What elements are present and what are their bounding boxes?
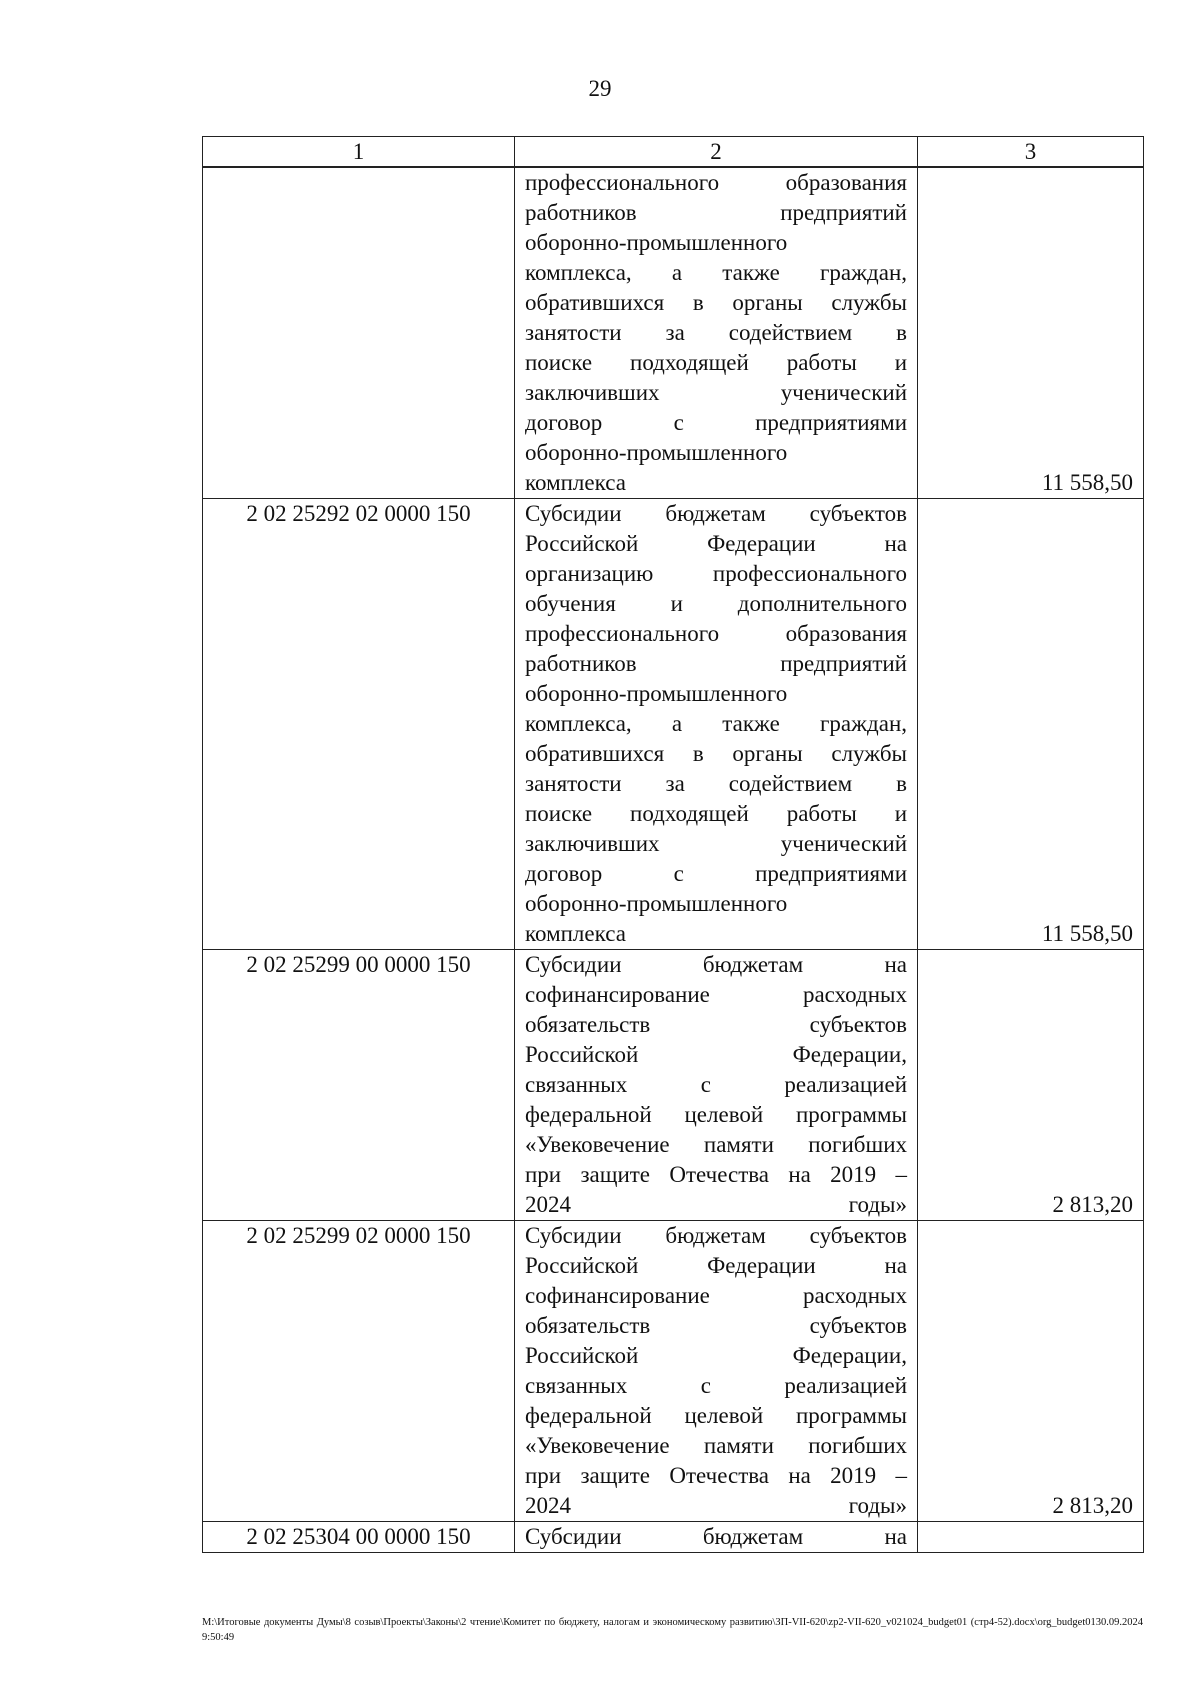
budget-code: 2 02 25299 02 0000 150 (203, 1221, 515, 1522)
budget-code (203, 167, 515, 499)
column-header-1: 1 (203, 137, 515, 168)
budget-amount: 11 558,50 (918, 167, 1144, 499)
page-number: 29 (588, 76, 612, 101)
budget-amount: 2 813,20 (918, 950, 1144, 1221)
table-row (203, 1221, 1144, 1522)
table-header (203, 137, 1144, 168)
budget-code: 2 02 25304 00 0000 150 (203, 1522, 515, 1553)
budget-amount: 11 558,50 (918, 499, 1144, 950)
budget-description: Субсидии бюджетам субъектов Российской Федерации на софинансирование расходных обязательств субъектов Российской Федерации, связанных с реализацией федеральной целевой программы «Увековечение памяти погибших при защите Отечества на 2019 – 2024 годы» (515, 1221, 918, 1522)
header-row (203, 137, 1144, 168)
budget-description: Субсидии бюджетам субъектов Российской Федерации на организацию профессионального обучения и дополнительного профессионального образования работников предприятий оборонно-промышленного комплекса, а также граждан, обратившихся в органы службы занятости за содействием в поиске подходящей работы и заключивших ученический договор с предприятиями оборонно-промышленного комплекса (515, 499, 918, 950)
budget-description: Субсидии бюджетам на софинансирование расходных обязательств субъектов Российской Федерации, связанных с реализацией федеральной целевой программы «Увековечение памяти погибших при защите Отечества на 2019 – 2024 годы» (515, 950, 918, 1221)
budget-amount (918, 1522, 1144, 1553)
table-row (203, 950, 1144, 1221)
table-row (203, 1522, 1144, 1553)
budget-description: профессионального образования работников предприятий оборонно-промышленного комплекса, а также граждан, обратившихся в органы службы занятости за содействием в поиске подходящей работы и заключивших ученический договор с предприятиями оборонно-промышленного комплекса (515, 167, 918, 499)
budget-code: 2 02 25299 00 0000 150 (203, 950, 515, 1221)
table-row (203, 499, 1144, 950)
budget-code: 2 02 25292 02 0000 150 (203, 499, 515, 950)
footer-file-path: M:\Итоговые документы Думы\8 созыв\Проекты\Законы\2 чтение\Комитет по бюджету, налогам и экономическому развитию\ЗП-VII-620\zp2-VII-620_v021024_budget01 (стр4-52).docx\org_budget0130.09.2024 9:50:49 (202, 1617, 1143, 1643)
budget-table (202, 136, 1144, 1553)
budget-description: Субсидии бюджетам на (515, 1522, 918, 1553)
column-header-3: 3 (918, 137, 1144, 168)
column-header-2: 2 (515, 137, 918, 168)
budget-amount: 2 813,20 (918, 1221, 1144, 1522)
table-body (203, 167, 1144, 1553)
table-row (203, 167, 1144, 499)
